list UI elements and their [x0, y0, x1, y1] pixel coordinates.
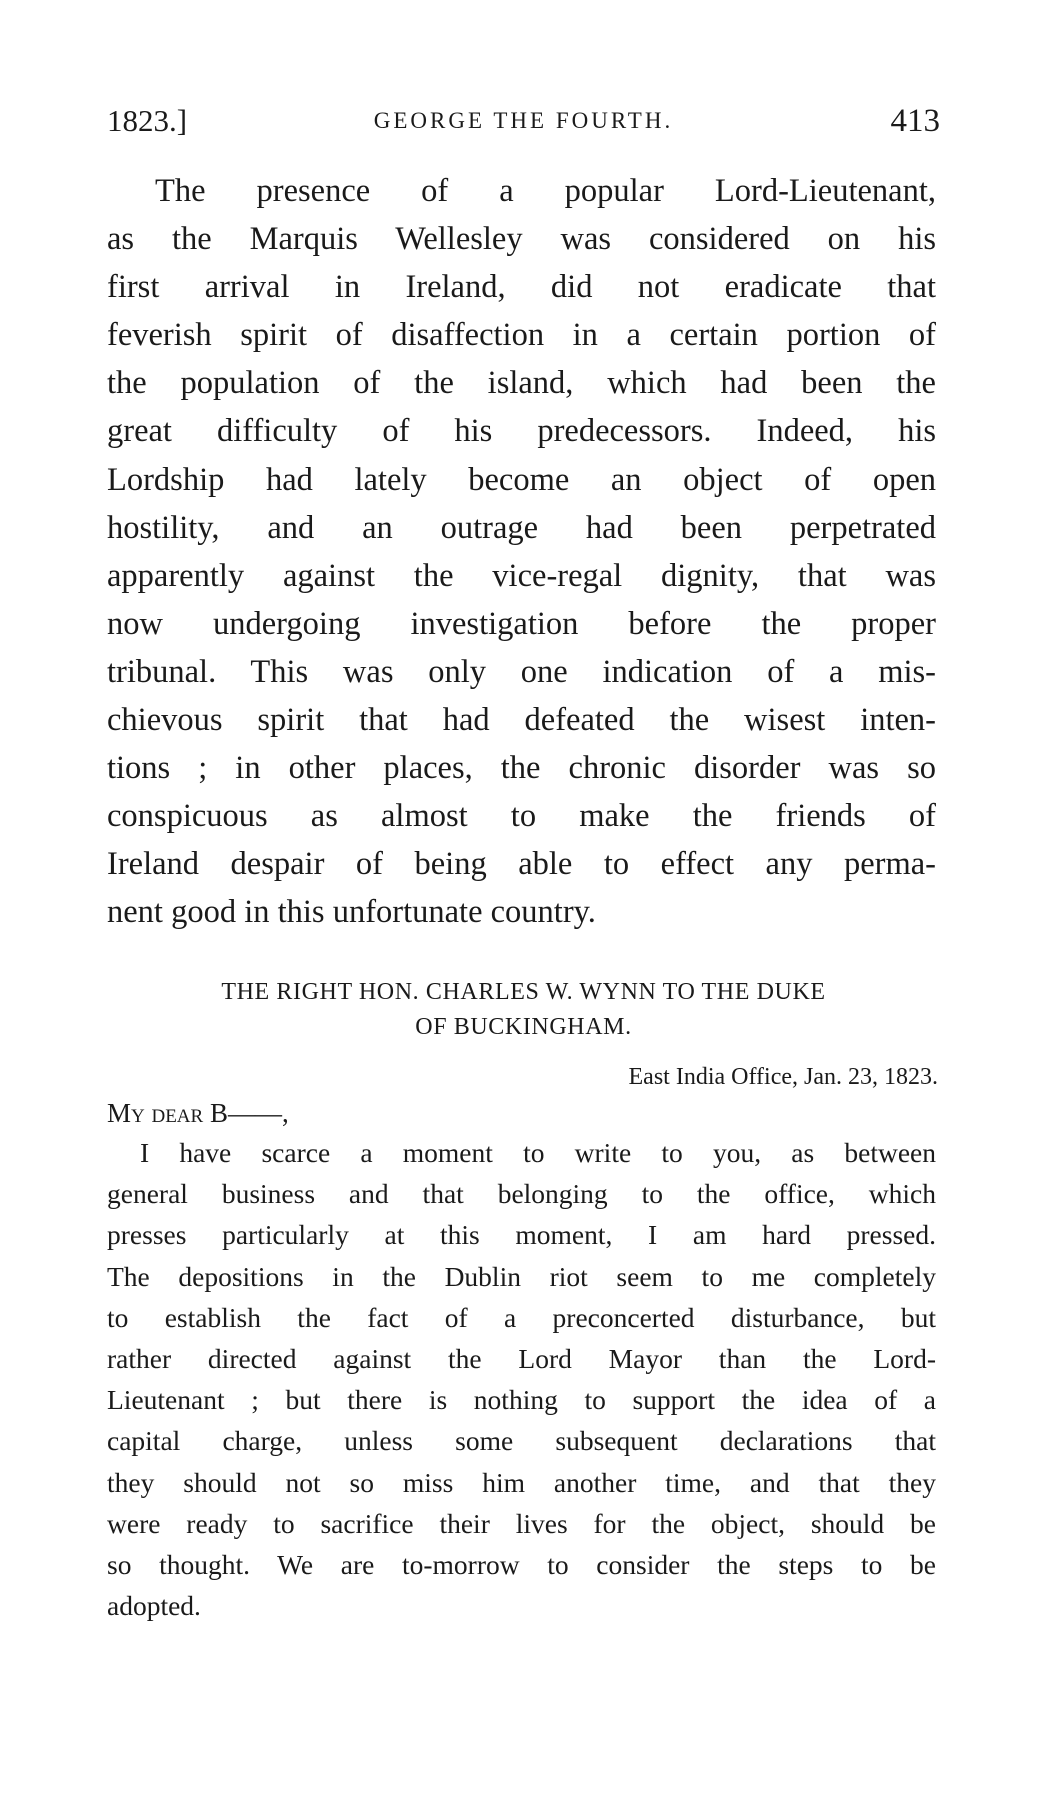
- body-line: Ireland despair of being able to effect any perma-: [107, 846, 936, 883]
- body-line: Lordship had lately become an object of open: [107, 461, 936, 498]
- body-line: hostility, and an outrage had been perpetrated: [107, 509, 936, 546]
- body-line: nent good in this unfortunate country.: [107, 894, 596, 931]
- letter-salutation: My dear B——,: [107, 1098, 289, 1128]
- running-head-year: 1823.]: [107, 103, 188, 138]
- letter-line: Lieutenant ; but there is nothing to support the idea of a: [107, 1384, 936, 1416]
- letter-line: were ready to sacrifice their lives for the object, should be: [107, 1507, 936, 1539]
- letter-line: presses particularly at this moment, I am hard pressed.: [107, 1219, 936, 1251]
- body-line: The presence of a popular Lord-Lieutenant,: [155, 173, 936, 209]
- running-head-title: GEORGE THE FOURTH.: [373, 108, 674, 133]
- running-head: [107, 98, 940, 144]
- letter-line: The depositions in the Dublin riot seem to me completely: [107, 1260, 936, 1292]
- letter-dateline: East India Office, Jan. 23, 1823.: [628, 1064, 938, 1090]
- letter-heading-line: OF BUCKINGHAM.: [415, 1014, 632, 1040]
- body-line: feverish spirit of disaffection in a certain portion of: [107, 317, 936, 354]
- body-line: great difficulty of his predecessors. Indeed, his: [107, 413, 936, 450]
- letter-heading: [107, 975, 940, 1045]
- body-line: now undergoing investigation before the proper: [107, 605, 936, 642]
- letter-body: [107, 1132, 936, 1626]
- letter-heading-line: THE RIGHT HON. CHARLES W. WYNN TO THE DUKE: [221, 979, 826, 1005]
- letter-line: so thought. We are to-morrow to consider the steps to be: [107, 1548, 936, 1580]
- body-line: first arrival in Ireland, did not eradicate that: [107, 269, 936, 306]
- body-line: the population of the island, which had been the: [107, 365, 936, 402]
- body-line: apparently against the vice-regal dignity, that was: [107, 557, 936, 594]
- letter-line: adopted.: [107, 1590, 201, 1622]
- letter-line: I have scarce a moment to write to you, as between: [140, 1137, 936, 1168]
- body-line: conspicuous as almost to make the friends of: [107, 798, 936, 835]
- page-number: 413: [890, 103, 940, 139]
- body-paragraph: [107, 167, 936, 937]
- body-line: tribunal. This was only one indication of a mis-: [107, 653, 936, 690]
- letter-line: rather directed against the Lord Mayor than the Lord-: [107, 1342, 936, 1374]
- letter-line: general business and that belonging to the office, which: [107, 1178, 936, 1210]
- body-line: chievous spirit that had defeated the wisest inten-: [107, 702, 936, 739]
- body-line: tions ; in other places, the chronic disorder was so: [107, 750, 936, 787]
- body-line: as the Marquis Wellesley was considered on his: [107, 221, 936, 258]
- letter-line: to establish the fact of a preconcerted disturbance, but: [107, 1301, 936, 1333]
- letter-line: capital charge, unless some subsequent declarations that: [107, 1425, 936, 1457]
- letter-line: they should not so miss him another time, and that they: [107, 1466, 936, 1498]
